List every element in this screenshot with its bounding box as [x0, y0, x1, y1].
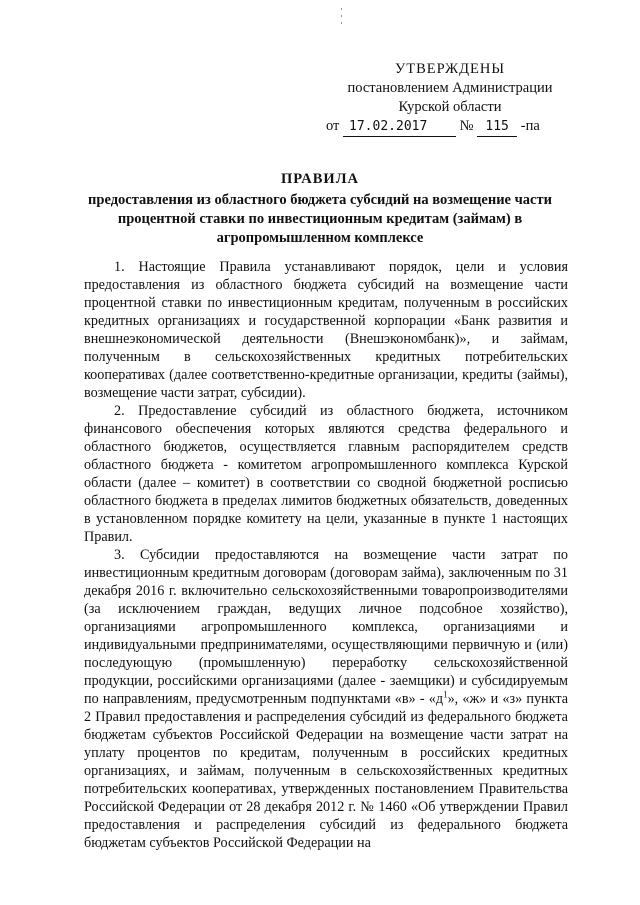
paragraph-3-text-a: 3. Субсидии предоставляются на возмещение части затрат по инвестиционным кредитным договорам (договорам займа), заключенным по 31 декабря 2016 г. включительно сельскохозяйственными товаропроизводителями (за исключением граждан, ведущих личное подсобное хозяйство), организациями агропромышленного комплекса, организациями и индивидуальными предпринимателями, осуществляющими первичную и (или) последующую (промышленную) переработку сельскохозяйственной продукции, российскими организациями (далее - заемщики) и субсидируемым по направлениям, предусмотренным подпунктами «в» - «д — [84, 547, 568, 707]
document-body — [84, 258, 568, 852]
document-title: ПРАВИЛА — [281, 171, 359, 187]
approval-date: 17.02.2017 — [343, 117, 456, 137]
paragraph-3 — [84, 546, 568, 852]
number-suffix: -па — [520, 118, 540, 134]
paragraph-3-superscript: 1 — [443, 689, 448, 700]
approval-line-1: постановлением Администрации — [347, 80, 553, 96]
approval-number: 115 — [477, 117, 517, 137]
paragraph-1: 1. Настоящие Правила устанавливают порядок, цели и условия предоставления из областного бюджета субсидий на возмещение части процентной ставки по инвестиционным кредитам, полученным в российских кредитных организациях и государственной корпорации «Банк развития и внешнеэкономической деятельности (Внешэкономбанк)», и займам, полученным в сельскохозяйственных кредитных потребительских кооперативах (далее соответственно-кредитные организации, кредиты (займы), возмещение части затрат, субсидии). — [84, 259, 568, 401]
paragraph-2: 2. Предоставление субсидий из областного бюджета, источником финансового обеспечения которых являются средства федерального и областного бюджетов, осуществляется главным распорядителем средств областного бюджета - комитетом агропромышленного комплекса Курской области (далее – комитет) в соответствии со сводной бюджетной росписью областного бюджета в пределах лимитов бюджетных обязательств, доведенных в установленном порядке комитету на цели, указанные в пункте 1 настоящих Правил. — [84, 403, 568, 545]
document-title-block — [60, 170, 580, 248]
approval-line-2: Курской области — [398, 99, 502, 115]
approval-stamp — [300, 60, 600, 137]
number-prefix: № — [459, 118, 474, 134]
document-subtitle: предоставления из областного бюджета субсидий на возмещение части процентной ставки по инвестиционным кредитам (займам) в агропромышленном комплексе — [88, 192, 552, 246]
approval-dateline — [300, 117, 600, 137]
paragraph-3-text-b: », «ж» и «з» пункта 2 Правил предоставления и распределения субсидий из федерального бюджета бюджетам субъектов Российской Федерации на возмещение части затрат на уплату процентов по кредитам, полученным в российских кредитных организациях, и займам, полученным в сельскохозяйственных кредитных потребительских кооперативах, утвержденных постановлением Правительства Российской Федерации от 28 декабря 2012 г. № 1460 «Об утверждении Правил предоставления и распределения субсидий из федерального бюджета бюджетам субъектов Российской Федерации на — [84, 691, 569, 851]
date-prefix: от — [326, 118, 340, 134]
approval-heading: УТВЕРЖДЕНЫ — [394, 61, 506, 77]
scan-marks — [340, 8, 344, 29]
